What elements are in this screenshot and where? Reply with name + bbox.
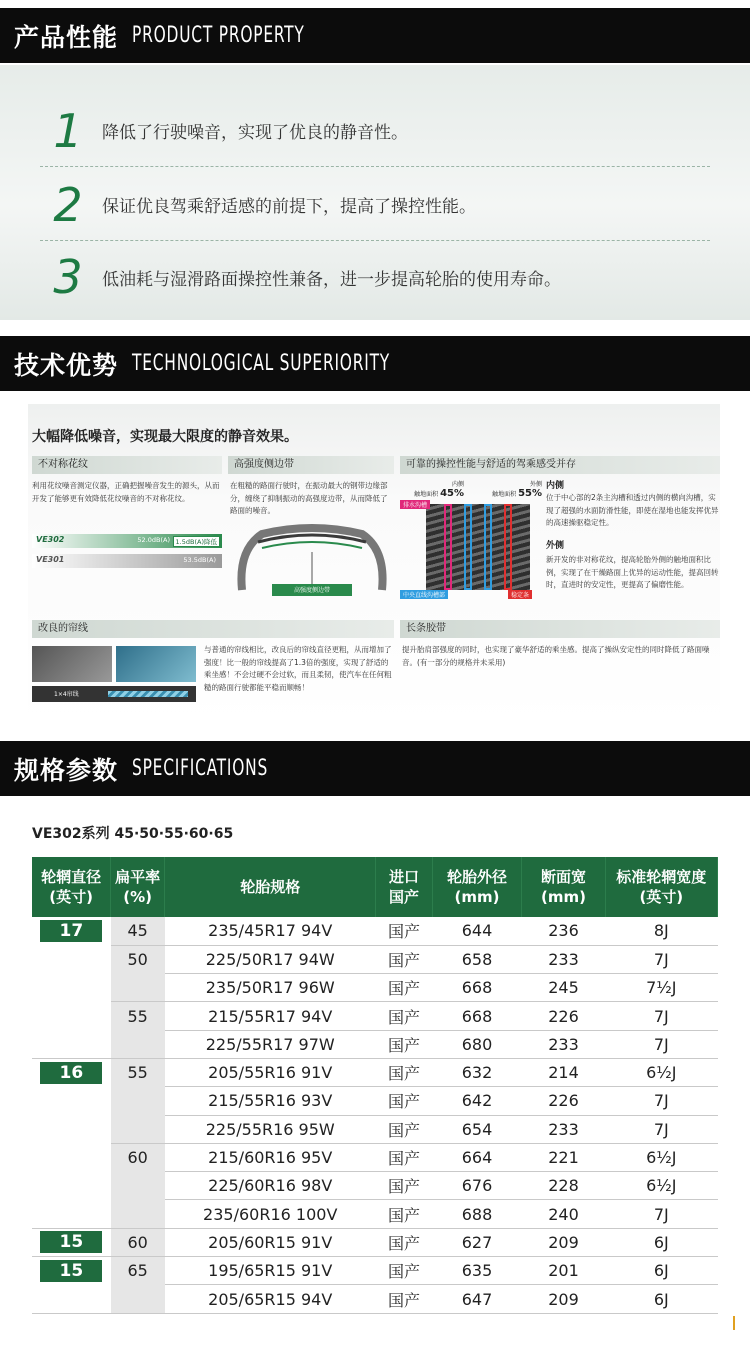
table-row bbox=[32, 1115, 718, 1143]
property-number: 2 bbox=[53, 177, 83, 232]
rim-cell bbox=[32, 1030, 111, 1058]
table-row bbox=[32, 917, 718, 945]
property-item bbox=[40, 169, 710, 241]
table-row bbox=[32, 1257, 718, 1285]
tire-size-cell: 215/55R16 93V bbox=[165, 1087, 376, 1115]
origin-cell: 国产 bbox=[376, 1143, 432, 1171]
property-title-en: PRODUCT PROPERTY bbox=[132, 23, 305, 48]
outer-side-text: 新开发的非对称花纹，提高轮胎外侧的触地面积比例，实现了在干燥路面上优异的运动性能，提高回转时，直进时的安定性，更提高了偏磨性能。 bbox=[546, 555, 719, 589]
header-outer-diameter: 轮胎外径 (mm) bbox=[432, 857, 522, 917]
property-text: 降低了行驶噪音，实现了优良的静音性。 bbox=[102, 123, 408, 143]
inner-side-title: 内侧 bbox=[546, 481, 565, 491]
section-width-cell: 236 bbox=[522, 917, 605, 945]
property-number: 3 bbox=[53, 250, 83, 304]
ve301-label: VE301 bbox=[36, 555, 65, 564]
noise-reduction-badge: 1.5dB(A)降低 bbox=[173, 536, 220, 547]
inner-side-label: 内侧 bbox=[451, 481, 464, 488]
outer-diameter-cell: 676 bbox=[432, 1172, 522, 1200]
header-aspect-ratio: 扁平率 (%) bbox=[111, 857, 165, 917]
outer-area-label: 触地面积 bbox=[492, 491, 517, 498]
outer-diameter-cell: 632 bbox=[432, 1058, 522, 1086]
rim-width-cell: 6½J bbox=[605, 1058, 717, 1086]
header-rim-diameter: 轮辋直径 (英寸) bbox=[32, 857, 111, 917]
spec-header-row bbox=[32, 857, 718, 917]
ve302-bar bbox=[32, 534, 222, 548]
aspect-cell bbox=[111, 1030, 165, 1058]
rim-cell bbox=[32, 1285, 111, 1313]
property-item bbox=[40, 241, 710, 313]
rim-cell bbox=[32, 1002, 111, 1030]
aspect-cell: 50 bbox=[111, 945, 165, 973]
rim-width-cell: 6J bbox=[605, 1228, 717, 1256]
table-row bbox=[32, 1030, 718, 1058]
section-width-cell: 209 bbox=[522, 1285, 605, 1313]
rim-width-cell: 6J bbox=[605, 1285, 717, 1313]
cord-image-1 bbox=[32, 646, 112, 682]
tire-size-cell: 235/45R17 94V bbox=[165, 917, 376, 945]
aspect-cell: 55 bbox=[111, 1002, 165, 1030]
section-width-cell: 228 bbox=[522, 1172, 605, 1200]
outer-diameter-cell: 668 bbox=[432, 1002, 522, 1030]
table-row bbox=[32, 1285, 718, 1313]
cord-image-2 bbox=[116, 646, 196, 682]
aspect-cell: 65 bbox=[111, 1257, 165, 1285]
tire-size-cell: 225/55R16 95W bbox=[165, 1115, 376, 1143]
table-row bbox=[32, 1228, 718, 1256]
rim-cell bbox=[32, 1200, 111, 1228]
tread-pattern bbox=[426, 504, 530, 590]
rim-cell bbox=[32, 1257, 111, 1285]
tire-size-cell: 215/55R17 94V bbox=[165, 1002, 376, 1030]
rim-badge: 16 bbox=[40, 1062, 102, 1084]
table-row bbox=[32, 945, 718, 973]
aspect-cell: 60 bbox=[111, 1143, 165, 1171]
tire-size-cell: 205/60R15 91V bbox=[165, 1228, 376, 1256]
table-row bbox=[32, 1002, 718, 1030]
origin-cell: 国产 bbox=[376, 917, 432, 945]
property-panel bbox=[0, 65, 750, 320]
outer-diameter-cell: 635 bbox=[432, 1257, 522, 1285]
rim-width-cell: 6½J bbox=[605, 1143, 717, 1171]
inner-side-text: 位于中心部的2条主沟槽和透过内侧的横向沟槽，实现了超强的水面防滑性能，即使在湿地也能发挥优异的高速操驱稳定性。 bbox=[546, 493, 719, 527]
section-width-cell: 233 bbox=[522, 945, 605, 973]
aspect-cell: 60 bbox=[111, 1228, 165, 1256]
aspect-cell bbox=[111, 1115, 165, 1143]
ve302-label: VE302 bbox=[36, 535, 65, 544]
ve301-value: 53.5dB(A) bbox=[183, 556, 216, 564]
spec-table-body bbox=[32, 917, 718, 1313]
header-tire-size: 轮胎规格 bbox=[165, 857, 376, 917]
specs-title-zh: 规格参数 bbox=[14, 755, 119, 785]
property-header bbox=[0, 8, 750, 63]
tread-diagram bbox=[400, 478, 542, 604]
tire-size-cell: 195/65R15 91V bbox=[165, 1257, 376, 1285]
rim-width-cell: 7J bbox=[605, 1115, 717, 1143]
outer-diameter-cell: 658 bbox=[432, 945, 522, 973]
rim-cell bbox=[32, 1143, 111, 1171]
property-text: 保证优良驾乘舒适感的前提下，提高了操控性能。 bbox=[102, 197, 476, 217]
tab-long-strip: 长条胶带 bbox=[400, 620, 720, 638]
ve302-value: 52.0dB(A) bbox=[137, 536, 170, 544]
rim-cell bbox=[32, 974, 111, 1002]
rim-width-cell: 6J bbox=[605, 1257, 717, 1285]
outer-diameter-cell: 668 bbox=[432, 974, 522, 1002]
section-width-cell: 201 bbox=[522, 1257, 605, 1285]
rim-cell bbox=[32, 945, 111, 973]
rim-width-cell: 7J bbox=[605, 945, 717, 973]
tire-size-cell: 235/60R16 100V bbox=[165, 1200, 376, 1228]
specs-header bbox=[0, 741, 750, 796]
asymmetric-pattern-text: 利用花纹噪音测定仪器，正确把握噪音发生的源头，从而开发了能够更有效降低花纹噪音的不对称花纹。 bbox=[32, 481, 220, 503]
inner-area-label: 触地面积 bbox=[414, 491, 439, 498]
origin-cell: 国产 bbox=[376, 1228, 432, 1256]
rim-width-cell: 8J bbox=[605, 917, 717, 945]
rim-cell bbox=[32, 1087, 111, 1115]
outer-diameter-cell: 654 bbox=[432, 1115, 522, 1143]
origin-cell: 国产 bbox=[376, 1200, 432, 1228]
specs-title-en: SPECIFICATIONS bbox=[132, 756, 269, 781]
section-width-cell: 233 bbox=[522, 1030, 605, 1058]
cord-label: 1×4帘线 bbox=[54, 691, 79, 698]
tech-title-zh: 技术优势 bbox=[14, 350, 119, 380]
long-strip-text: 提升胎肩部强度的同时，也实现了豪华舒适的乘坐感。提高了操纵安定性的同时降低了路面噪音。(有一部分的规格并未采用) bbox=[402, 645, 710, 667]
edge-marker bbox=[733, 1316, 735, 1330]
tab-handling-comfort: 可靠的操控性能与舒适的驾乘感受并存 bbox=[400, 456, 720, 474]
property-number: 1 bbox=[53, 103, 83, 158]
origin-cell: 国产 bbox=[376, 1172, 432, 1200]
center-groove-label: 中央直线沟槽部 bbox=[400, 590, 448, 599]
aspect-cell: 45 bbox=[111, 917, 165, 945]
tech-headline: 大幅降低噪音，实现最大限度的静音效果。 bbox=[32, 429, 298, 445]
rim-cell bbox=[32, 1058, 111, 1086]
improved-cord-text: 与普通的帘线相比，改良后的帘线直径更粗，从而增加了强度！比一般的帘线提高了1.3倍的强度，实现了舒适的乘坐感！不会过硬不会过软，而且柔韧，使汽车在任何粗糙的路面行驶都能平稳而顺畅！ bbox=[204, 645, 392, 692]
property-item bbox=[40, 95, 710, 167]
spec-table bbox=[32, 857, 718, 1314]
outer-diameter-cell: 642 bbox=[432, 1087, 522, 1115]
outer-diameter-cell: 647 bbox=[432, 1285, 522, 1313]
header-origin: 进口 国产 bbox=[376, 857, 432, 917]
property-text: 低油耗与湿滑路面操控性兼备，进一步提高轮胎的使用寿命。 bbox=[102, 269, 561, 290]
sidebelt-text: 在粗糙的路面行驶时，在振动最大的钢带边缘部分，缠绕了抑制振动的高强度边带，从而降低了路面的噪音。 bbox=[230, 481, 388, 515]
origin-cell: 国产 bbox=[376, 945, 432, 973]
aspect-cell bbox=[111, 1087, 165, 1115]
sidebelt-caption: 高强度侧边带 bbox=[293, 587, 330, 594]
section-width-cell: 240 bbox=[522, 1200, 605, 1228]
origin-cell: 国产 bbox=[376, 1030, 432, 1058]
outer-diameter-cell: 644 bbox=[432, 917, 522, 945]
tire-size-cell: 225/50R17 94W bbox=[165, 945, 376, 973]
outer-diameter-cell: 680 bbox=[432, 1030, 522, 1058]
section-width-cell: 233 bbox=[522, 1115, 605, 1143]
table-row bbox=[32, 1087, 718, 1115]
aspect-cell bbox=[111, 1285, 165, 1313]
outer-diameter-cell: 627 bbox=[432, 1228, 522, 1256]
origin-cell: 国产 bbox=[376, 1002, 432, 1030]
tab-asymmetric-pattern: 不对称花纹 bbox=[32, 456, 222, 474]
section-width-cell: 226 bbox=[522, 1002, 605, 1030]
tire-size-cell: 225/55R17 97W bbox=[165, 1030, 376, 1058]
header-rim-width: 标准轮辋宽度 (英寸) bbox=[605, 857, 717, 917]
table-row bbox=[32, 974, 718, 1002]
origin-cell: 国产 bbox=[376, 1257, 432, 1285]
origin-cell: 国产 bbox=[376, 1058, 432, 1086]
table-row bbox=[32, 1172, 718, 1200]
tire-size-cell: 225/60R16 98V bbox=[165, 1172, 376, 1200]
tire-size-cell: 215/60R16 95V bbox=[165, 1143, 376, 1171]
rim-cell bbox=[32, 1172, 111, 1200]
section-width-cell: 226 bbox=[522, 1087, 605, 1115]
rim-width-cell: 7J bbox=[605, 1087, 717, 1115]
tab-improved-cord: 改良的帘线 bbox=[32, 620, 394, 638]
tech-panel bbox=[0, 398, 750, 728]
rim-width-cell: 7J bbox=[605, 1200, 717, 1228]
tire-size-cell: 205/55R16 91V bbox=[165, 1058, 376, 1086]
rim-badge: 17 bbox=[40, 920, 102, 942]
rim-width-cell: 7½J bbox=[605, 974, 717, 1002]
spec-series-title: VE302系列 45·50·55·60·65 bbox=[32, 826, 234, 842]
rim-cell bbox=[32, 1228, 111, 1256]
rim-cell bbox=[32, 917, 111, 945]
origin-cell: 国产 bbox=[376, 1115, 432, 1143]
outer-diameter-cell: 664 bbox=[432, 1143, 522, 1171]
table-row bbox=[32, 1143, 718, 1171]
header-section-width: 断面宽 (mm) bbox=[522, 857, 605, 917]
tab-sidebelt: 高强度侧边带 bbox=[228, 456, 394, 474]
outer-area-pct: 55% bbox=[518, 488, 542, 499]
stabilizer-label: 稳定条 bbox=[508, 590, 532, 599]
cord-strip bbox=[32, 686, 196, 702]
aspect-cell bbox=[111, 974, 165, 1002]
rim-badge: 15 bbox=[40, 1231, 102, 1253]
drain-groove-label: 排水沟槽 bbox=[400, 500, 430, 509]
section-width-cell: 209 bbox=[522, 1228, 605, 1256]
origin-cell: 国产 bbox=[376, 974, 432, 1002]
origin-cell: 国产 bbox=[376, 1285, 432, 1313]
property-title-zh: 产品性能 bbox=[14, 22, 119, 52]
section-width-cell: 221 bbox=[522, 1143, 605, 1171]
section-width-cell: 214 bbox=[522, 1058, 605, 1086]
rim-width-cell: 6½J bbox=[605, 1172, 717, 1200]
tire-size-cell: 205/65R15 94V bbox=[165, 1285, 376, 1313]
table-row bbox=[32, 1058, 718, 1086]
tech-header bbox=[0, 336, 750, 391]
table-row bbox=[32, 1200, 718, 1228]
tech-title-en: TECHNOLOGICAL SUPERIORITY bbox=[132, 351, 391, 376]
aspect-cell: 55 bbox=[111, 1058, 165, 1086]
outer-side-title: 外侧 bbox=[546, 541, 565, 551]
origin-cell: 国产 bbox=[376, 1087, 432, 1115]
tire-size-cell: 235/50R17 96W bbox=[165, 974, 376, 1002]
rim-width-cell: 7J bbox=[605, 1002, 717, 1030]
rim-width-cell: 7J bbox=[605, 1030, 717, 1058]
outer-side-label: 外侧 bbox=[529, 481, 542, 488]
outer-diameter-cell: 688 bbox=[432, 1200, 522, 1228]
section-width-cell: 245 bbox=[522, 974, 605, 1002]
aspect-cell bbox=[111, 1172, 165, 1200]
rim-cell bbox=[32, 1115, 111, 1143]
aspect-cell bbox=[111, 1200, 165, 1228]
ve301-bar bbox=[32, 554, 222, 568]
rim-badge: 15 bbox=[40, 1260, 102, 1282]
inner-area-pct: 45% bbox=[440, 488, 464, 499]
